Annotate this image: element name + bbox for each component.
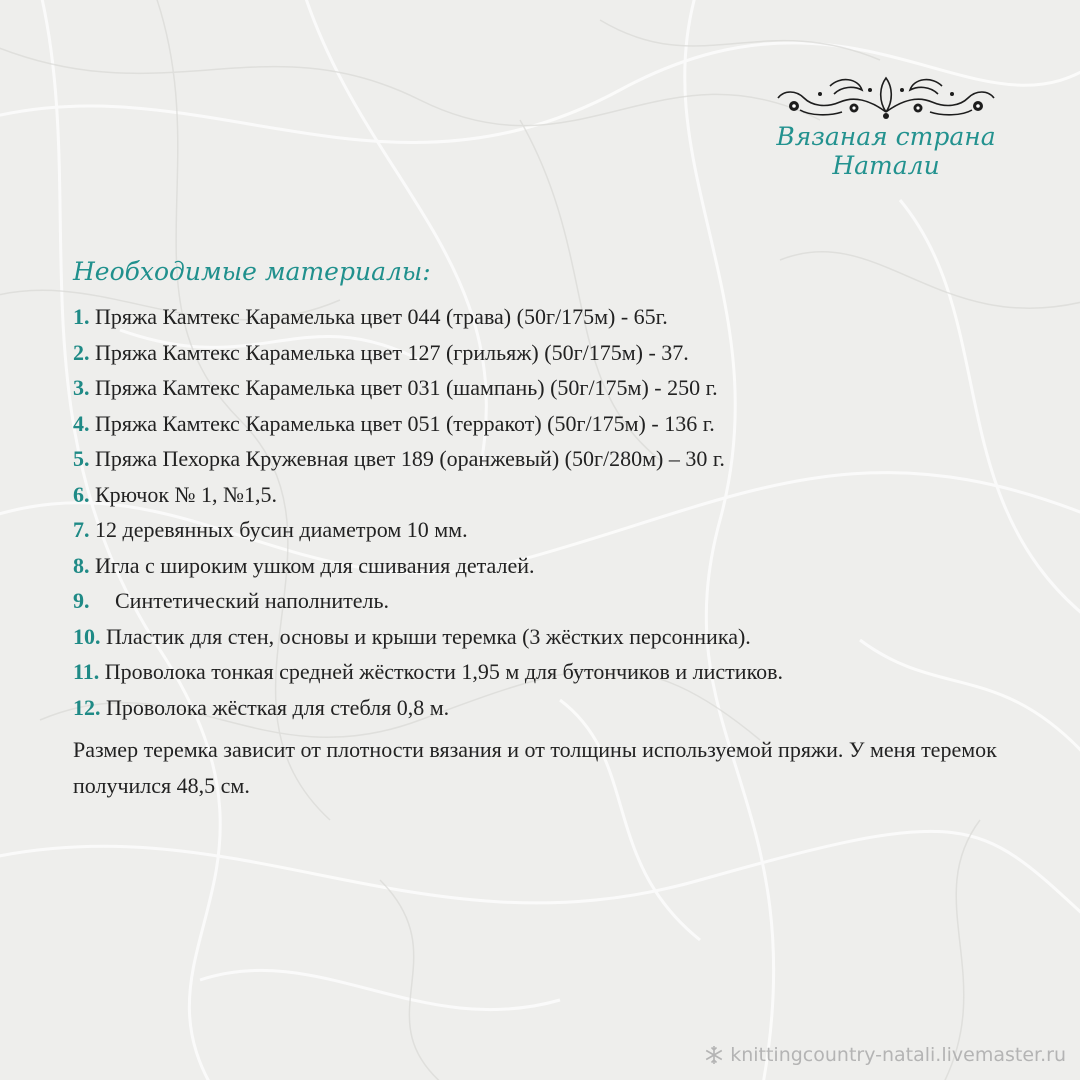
materials-list (73, 299, 1063, 725)
logo-line-1: Вязаная страна (776, 122, 996, 151)
item-number: 11. (73, 659, 100, 684)
item-number: 2. (73, 339, 90, 365)
list-item (73, 583, 1063, 619)
floral-ornament-icon (770, 72, 1002, 124)
item-text: 12 деревянных бусин диаметром 10 мм. (95, 517, 468, 542)
list-item (73, 548, 1063, 584)
item-text: Пластик для стен, основы и крыши теремка (3 жёстких персонника). (106, 623, 751, 649)
item-number: 6. (73, 481, 90, 507)
item-text: Пряжа Камтекс Карамелька цвет 044 (трава) (50г/175м) - 65г. (95, 304, 668, 329)
list-item (73, 512, 1063, 548)
item-number: 4. (73, 410, 90, 436)
item-number: 8. (73, 552, 90, 578)
logo-line-2: Натали (832, 151, 940, 180)
list-item (73, 299, 1063, 335)
snowflake-icon (704, 1045, 724, 1065)
item-text: Пряжа Камтекс Карамелька цвет 031 (шампань) (50г/175м) - 250 г. (95, 375, 718, 400)
materials-heading: Необходимые материалы: (73, 257, 431, 286)
item-number: 5. (73, 446, 90, 471)
item-text: Проволока жёсткая для стебля 0,8 м. (106, 694, 450, 720)
list-item (73, 477, 1063, 513)
size-note: Размер теремка зависит от плотности вязания и от толщины используемой пряжи. У меня теремок получился 48,5 см. (73, 737, 997, 798)
item-text: Пряжа Камтекс Карамелька цвет 127 (грильяж) (50г/175м) - 37. (95, 339, 689, 365)
item-text: Крючок № 1, №1,5. (95, 481, 278, 507)
list-item (73, 441, 1063, 477)
logo-text (770, 122, 1002, 180)
watermark-url: knittingcountry-natali.livemaster.ru (730, 1044, 1066, 1066)
item-text: Игла с широким ушком для сшивания деталей. (95, 552, 535, 578)
brand-logo (770, 72, 1002, 192)
item-text: Пряжа Камтекс Карамелька цвет 051 (терракот) (50г/175м) - 136 г. (95, 410, 715, 436)
list-item (73, 406, 1063, 442)
list-item (73, 335, 1063, 371)
item-number: 12. (73, 694, 101, 720)
item-text: Проволока тонкая средней жёсткости 1,95 м для бутончиков и листиков. (104, 659, 784, 684)
list-item (73, 619, 1063, 655)
list-item (73, 690, 1063, 726)
item-text: Пряжа Пехорка Кружевная цвет 189 (оранжевый) (50г/280м) – 30 г. (95, 446, 725, 471)
item-number: 1. (73, 304, 90, 329)
item-number: 10. (73, 623, 101, 649)
item-number: 7. (73, 517, 90, 542)
item-number: 3. (73, 375, 90, 400)
item-text: Синтетический наполнитель. (115, 588, 390, 613)
list-item (73, 654, 1063, 690)
list-item (73, 370, 1063, 406)
site-watermark (704, 1044, 1066, 1066)
item-number: 9. (73, 588, 90, 613)
